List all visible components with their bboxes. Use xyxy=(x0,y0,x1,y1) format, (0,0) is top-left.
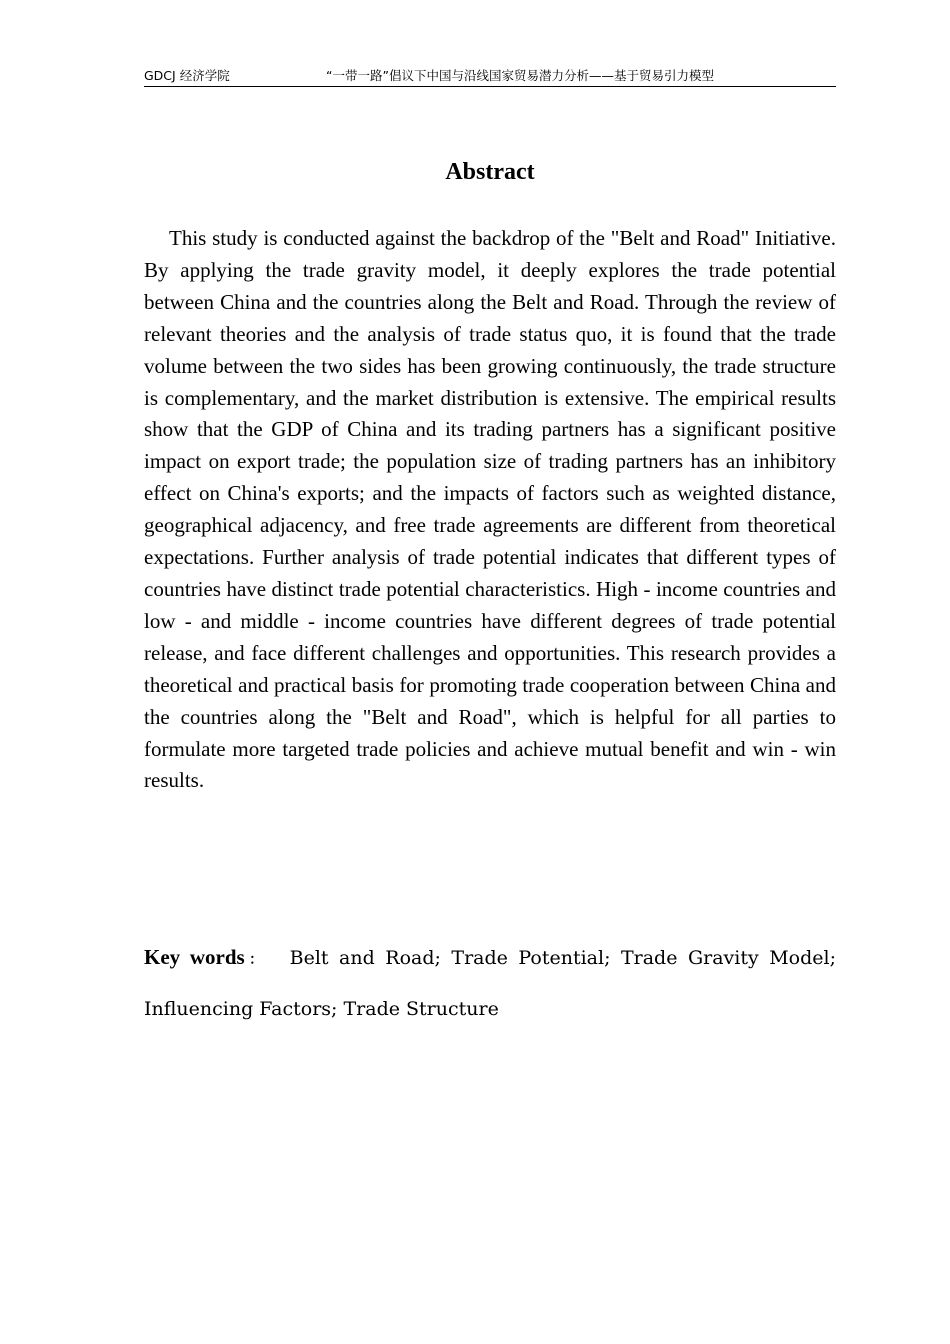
abstract-title: Abstract xyxy=(445,159,535,185)
abstract-body: This study is conducted against the backdrop of the "Belt and Road" Initiative. By applying the trade gravity model, it deeply explores the trade potential between China and the countries along the Belt and Road. Through the review of relevant theories and the analysis of trade status quo, it is found that the trade volume between the two sides has been growing continuously, the trade structure is complementary, and the market distribution is extensive. The empirical results show that the GDP of China and its trading partners has a significant positive impact on export trade; the population size of trading partners has an inhibitory effect on China's exports; and the impacts of factors such as weighted distance, geographical adjacency, and free trade agreements are different from theoretical expectations. Further analysis of trade potential indicates that different types of countries have distinct trade potential characteristics. High - income countries and low - and middle - income countries have different degrees of trade potential release, and face different challenges and opportunities. This research provides a theoretical and practical basis for promoting trade cooperation between China and the countries along the "Belt and Road", which is helpful for all parties to formulate more targeted trade policies and achieve mutual benefit and win - win results. xyxy=(144,226,836,793)
header-school-name: GDCJ 经济学院 xyxy=(144,68,230,83)
keywords-text: Belt and Road; Trade Potential; Trade Gravity Model; Influencing Factors; Trade Structure xyxy=(144,947,837,1020)
keywords-section xyxy=(144,933,836,1034)
keywords-colon: ： xyxy=(244,952,268,968)
keywords-label: Key words xyxy=(144,945,245,969)
header-thesis-title: “一带一路”倡议下中国与沿线国家贸易潜力分析——基于贸易引力模型 xyxy=(326,68,714,83)
page-header xyxy=(144,66,836,87)
